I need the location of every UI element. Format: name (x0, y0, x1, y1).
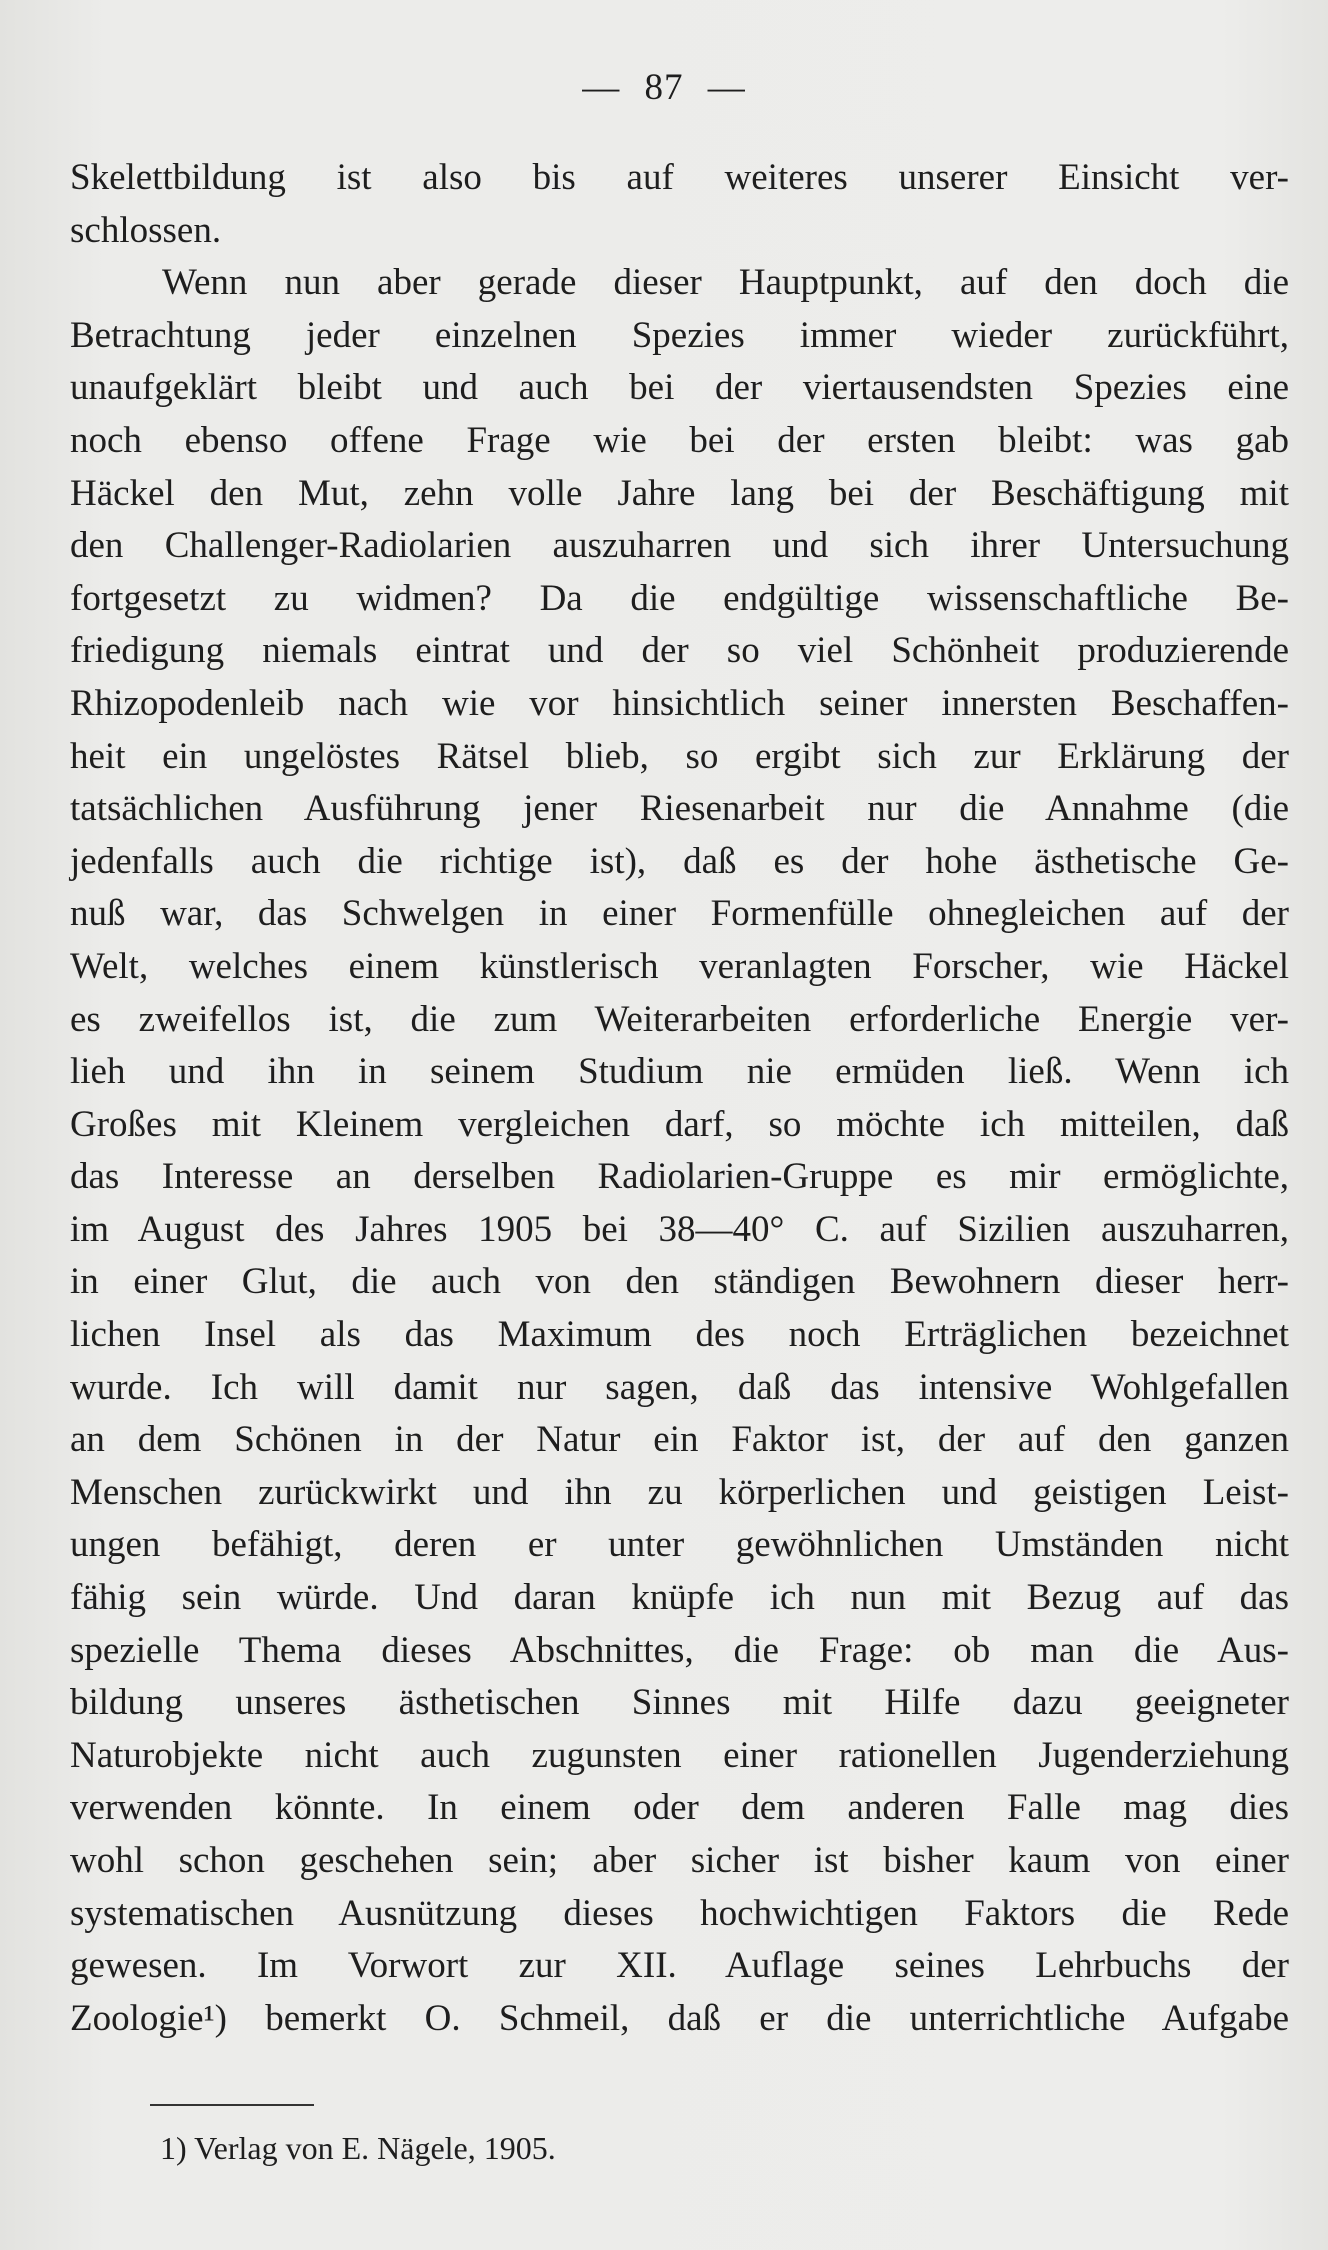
footnote: 1) Verlag von E. Nägele, 1905. (160, 2130, 556, 2166)
text-line: Naturobjekte nicht auch zugunsten einer rationellen Jugenderziehung (70, 1734, 1289, 1776)
text-line: in einer Glut, die auch von den ständigen Bewohnern dieser herr- (70, 1261, 1289, 1303)
text-line: jedenfalls auch die richtige ist), daß es der hohe ästhetische Ge- (70, 840, 1289, 882)
text-line: im August des Jahres 1905 bei 38—40° C. auf Sizilien auszuharren, (70, 1208, 1289, 1250)
footnote-divider (150, 2104, 314, 2106)
text-line: Betrachtung jeder einzelnen Spezies immer wieder zurückführt, (70, 314, 1289, 356)
text-line: lichen Insel als das Maximum des noch Erträglichen bezeichnet (70, 1314, 1289, 1356)
text-line: bildung unseres ästhetischen Sinnes mit Hilfe dazu geeigneter (70, 1682, 1289, 1724)
text-line: nuß war, das Schwelgen in einer Formenfülle ohnegleichen auf der (70, 893, 1289, 935)
text-line: unaufgeklärt bleibt und auch bei der viertausendsten Spezies eine (70, 367, 1289, 409)
text-line: das Interesse an derselben Radiolarien-Gruppe es mir ermöglichte, (70, 1156, 1289, 1198)
text-line: Häckel den Mut, zehn volle Jahre lang bei der Beschäftigung mit (70, 472, 1289, 514)
text-line: Rhizopodenleib nach wie vor hinsichtlich seiner innersten Beschaffen- (70, 682, 1289, 724)
text-line: verwenden könnte. In einem oder dem anderen Falle mag dies (70, 1787, 1289, 1829)
text-line: den Challenger-Radiolarien auszuharren und sich ihrer Untersuchung (70, 525, 1289, 567)
text-line: an dem Schönen in der Natur ein Faktor ist, der auf den ganzen (70, 1419, 1289, 1461)
text-line: friedigung niemals eintrat und der so viel Schönheit produzierende (70, 630, 1289, 672)
text-line: Zoologie¹) bemerkt O. Schmeil, daß er die unterrichtliche Aufgabe (70, 1997, 1289, 2039)
text-line: fortgesetzt zu widmen? Da die endgültige wissenschaftliche Be- (70, 577, 1289, 619)
text-line: tatsächlichen Ausführung jener Riesenarbeit nur die Annahme (die (70, 788, 1289, 830)
text-line: schlossen. (70, 209, 222, 251)
body-text (70, 152, 1289, 2045)
text-line: es zweifellos ist, die zum Weiterarbeiten erforderliche Energie ver- (70, 998, 1289, 1040)
text-line: fähig sein würde. Und daran knüpfe ich nun mit Bezug auf das (70, 1577, 1289, 1619)
text-line: ungen befähigt, deren er unter gewöhnlichen Umständen nicht (70, 1524, 1289, 1566)
page-number: — 87 — (582, 67, 746, 108)
text-line: gewesen. Im Vorwort zur XII. Auflage seines Lehrbuchs der (70, 1945, 1289, 1987)
text-line: spezielle Thema dieses Abschnittes, die Frage: ob man die Aus- (70, 1629, 1289, 1671)
text-line: heit ein ungelöstes Rätsel blieb, so ergibt sich zur Erklärung der (70, 735, 1289, 777)
text-line: noch ebenso offene Frage wie bei der ersten bleibt: was gab (70, 419, 1289, 461)
text-line: Menschen zurückwirkt und ihn zu körperlichen und geistigen Leist- (70, 1471, 1289, 1513)
text-line: Skelettbildung ist also bis auf weiteres unserer Einsicht ver- (70, 157, 1289, 198)
text-line: Wenn nun aber gerade dieser Hauptpunkt, auf den doch die (162, 262, 1289, 304)
text-line: wohl schon geschehen sein; aber sicher ist bisher kaum von einer (70, 1840, 1289, 1881)
text-line: wurde. Ich will damit nur sagen, daß das intensive Wohlgefallen (70, 1366, 1289, 1408)
text-line: Großes mit Kleinem vergleichen darf, so möchte ich mitteilen, daß (70, 1103, 1289, 1145)
text-line: systematischen Ausnützung dieses hochwichtigen Faktors die Rede (70, 1892, 1289, 1934)
text-line: lieh und ihn in seinem Studium nie ermüden ließ. Wenn ich (70, 1051, 1289, 1093)
text-line: Welt, welches einem künstlerisch veranlagten Forscher, wie Häckel (70, 945, 1289, 987)
